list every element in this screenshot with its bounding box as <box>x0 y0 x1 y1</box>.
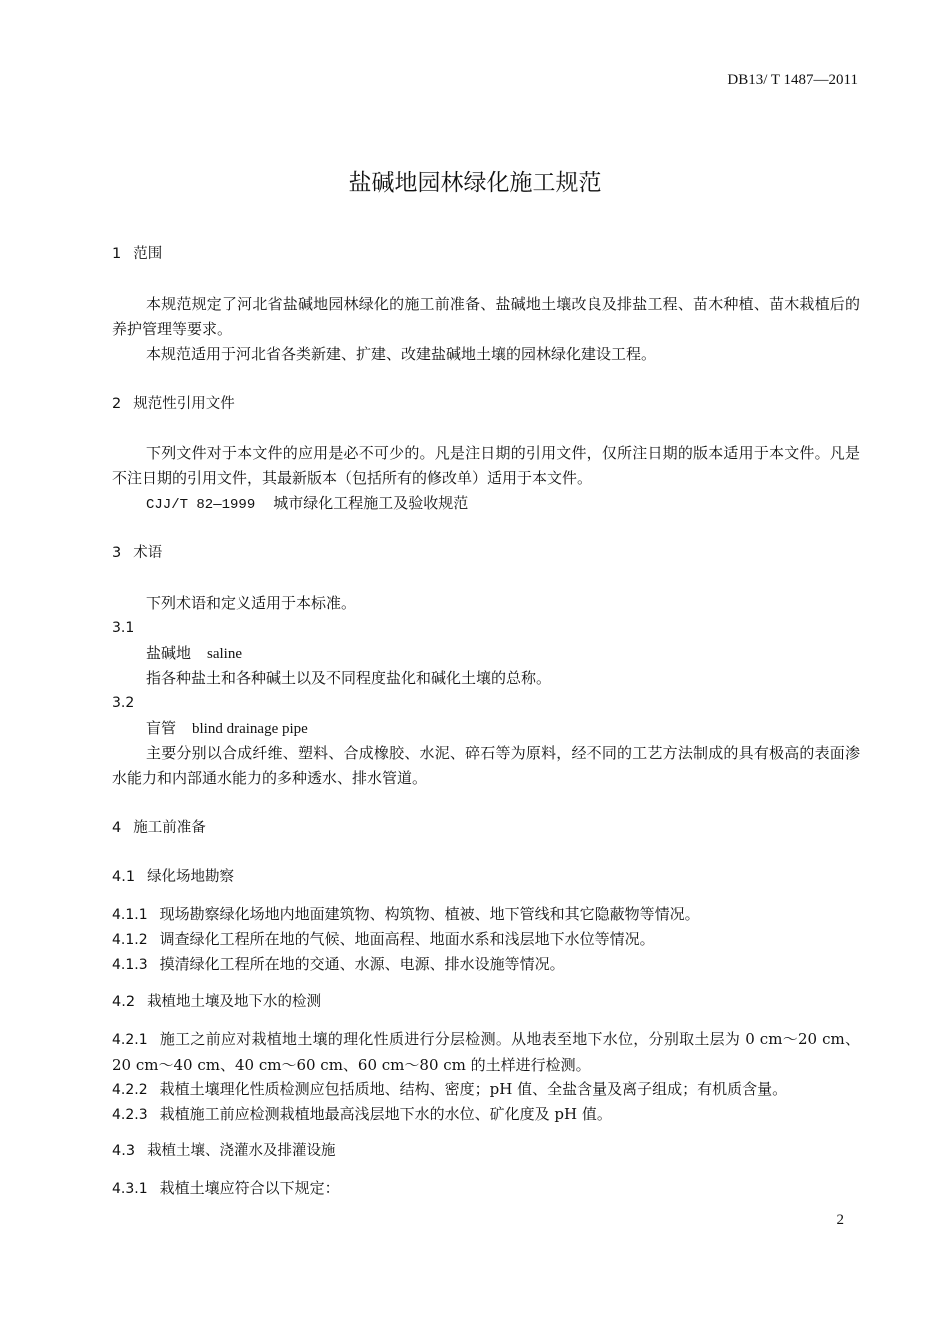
standard-code: DB13/ T 1487—2011 <box>727 72 858 88</box>
clause-4-1-3: 4.1.3 摸清绿化工程所在地的交通、水源、电源、排水设施等情况。 <box>112 955 565 973</box>
term-3-1-definition: 指各种盐土和各种碱土以及不同程度盐化和碱化土壤的总称。 <box>146 669 552 687</box>
clause-4-2-1: 4.2.1 施工之前应对栽植地土壤的理化性质进行分层检测。从地表至地下水位，分别取土层为 0 cm～20 cm、20 cm～40 cm、40 cm～60 cm、60 cm～80 cm 的土样进行检测。 <box>112 1030 860 1074</box>
section-4-heading: 4 施工前准备 <box>112 820 206 836</box>
section-4-3-heading: 4.3 栽植土壤、浇灌水及排灌设施 <box>112 1143 336 1159</box>
section-1-paragraph-2: 本规范适用于河北省各类新建、扩建、改建盐碱地土壤的园林绿化建设工程。 <box>146 345 657 363</box>
section-3-heading: 3 术语 <box>112 545 163 561</box>
section-2-heading: 2 规范性引用文件 <box>112 396 235 412</box>
reference-code: CJJ/T 82—1999 <box>146 497 256 513</box>
term-3-2: 盲管 blind drainage pipe <box>146 719 308 737</box>
section-1-heading: 1 范围 <box>112 246 163 262</box>
page-number: 2 <box>836 1212 844 1228</box>
term-3-2-number: 3.2 <box>112 695 135 711</box>
clause-4-2-3: 4.2.3 栽植施工前应检测栽植地最高浅层地下水的水位、矿化度及 pH 值。 <box>112 1105 612 1123</box>
section-3-intro: 下列术语和定义适用于本标准。 <box>146 594 357 612</box>
term-3-1: 盐碱地 saline <box>146 644 243 662</box>
term-3-2-definition: 主要分别以合成纤维、塑料、合成橡胶、水泥、碎石等为原料，经不同的工艺方法制成的具有极高的表面渗水能力和内部通水能力的多种透水、排水管道。 <box>112 744 860 787</box>
clause-4-1-1: 4.1.1 现场勘察绿化场地内地面建筑物、构筑物、植被、地下管线和其它隐蔽物等情况。 <box>112 905 700 923</box>
document-title: 盐碱地园林绿化施工规范 <box>348 170 602 196</box>
section-2-paragraph: 下列文件对于本文件的应用是必不可少的。凡是注日期的引用文件，仅所注日期的版本适用于本文件。凡是不注日期的引用文件，其最新版本（包括所有的修改单）适用于本文件。 <box>112 444 860 487</box>
clause-4-2-2: 4.2.2 栽植土壤理化性质检测应包括质地、结构、密度；pH 值、全盐含量及离子组成；有机质含量。 <box>112 1080 788 1098</box>
normative-reference <box>112 491 894 518</box>
section-4-1-heading: 4.1 绿化场地勘察 <box>112 869 235 885</box>
reference-title: 城市绿化工程施工及验收规范 <box>273 494 469 512</box>
term-3-1-number: 3.1 <box>112 620 135 636</box>
section-1-paragraph-1: 本规范规定了河北省盐碱地园林绿化的施工前准备、盐碱地土壤改良及排盐工程、苗木种植、苗木栽植后的养护管理等要求。 <box>112 295 860 338</box>
clause-4-1-2: 4.1.2 调查绿化工程所在地的气候、地面高程、地面水系和浅层地下水位等情况。 <box>112 930 655 948</box>
section-4-2-heading: 4.2 栽植地土壤及地下水的检测 <box>112 994 322 1010</box>
clause-4-3-1: 4.3.1 栽植土壤应符合以下规定： <box>112 1179 340 1197</box>
